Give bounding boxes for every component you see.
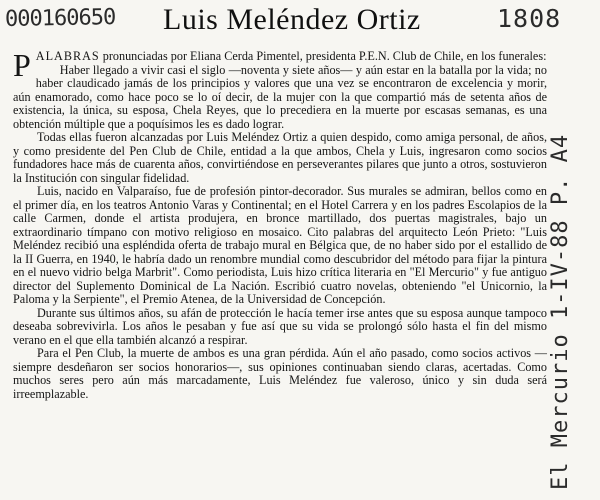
lead-paragraph	[13, 47, 547, 83]
lead-label: ALABRAS	[35, 49, 100, 63]
archive-id: 000160650	[4, 5, 116, 32]
paragraph-2: Todas ellas fueron alcanzadas por Luis Meléndez Ortiz a quien despido, como amiga personal, de años, y como presidente del Pen Club de Chile, entidad a la que ambos, Chela y Luis, ingresaron como socios fundadores hace más de cuarenta años, convirtiéndose en perseverantes pilares que junto a otros, sostuvieron la Institución con singular fidelidad.	[13, 130, 547, 185]
article-title: Luis Meléndez Ortiz	[163, 3, 421, 36]
article-body	[13, 47, 547, 401]
paragraph-3: Luis, nacido en Valparaíso, fue de profesión pintor-decorador. Sus murales se admiran, bellos como en el primer día, en los teatros Antonio Varas y Continental; en el Hotel Carrera y en los padres Escolapios de la calle Carmen, donde el artista produjera, en bronce martillado, dos puertas magistrales, bajo un extraordinario tímpano con motivo religioso en mosaico. Cito palabras del arquitecto León Prieto: "Luis Meléndez recibió una espléndida oferta de trabajo mural en Bélgica que, de no haber sido por el estallido de la II Guerra, en 1940, le habría dado un renombre mundial como descubridor del método para fijar la pintura en el nuevo vidrio belga Marbrit". Como periodista, Luis hizo crítica literaria en "El Mercurio" y fue antiguo director del Suplemento Dominical de La Nación. Escribió cuatro novelas, obteniendo "el Unicornio, la Paloma y la Serpiente", el Premio Atenea, de la Universidad de Concepción.	[13, 184, 547, 306]
paragraph-1: Haber llegado a vivir casi el siglo —noventa y siete años— y aún estar en la batalla por la vida; no haber claudicado jamás de los principios y valores que una vez se encontraron de excelencia y morir, aún enamorado, como hace poco se lo oí decir, de la mujer con la que compartió más de setenta años de existencia, la única, su esposa, Chela Reyes, que lo precediera en la muerte por escasas semanas, es una obtención múltiple que a poquísimos les es dado lograr.	[13, 62, 547, 131]
dropcap: P	[13, 47, 31, 83]
lead-text: pronunciadas por Eliana Cerda Pimentel, presidenta P.E.N. Club de Chile, en los funerales:	[99, 49, 547, 63]
handwritten-year: 1808	[497, 4, 562, 33]
paragraph-4: Durante sus últimos años, su afán de protección le hacía temer irse antes que su esposa aunque tampoco deseaba sobrevivirla. Los años le pesaban y fue así que su vida se prolongó sólo hasta el fin del mismo verano en el que ella también alcanzó a respirar.	[13, 305, 547, 347]
handwritten-source-note: El Mercurio 1-IV-88 P. A4	[548, 133, 573, 490]
paragraph-5: Para el Pen Club, la muerte de ambos es una gran pérdida. Aún el año pasado, como socios activos —siempre desdeñaron ser socios honorarios—, sus opiniones continuaban siendo claras, acertadas. Como muchos seres pero aún más marcadamente, Luis Meléndez fue valeroso, único y sin duda será irreemplazable.	[13, 346, 547, 401]
